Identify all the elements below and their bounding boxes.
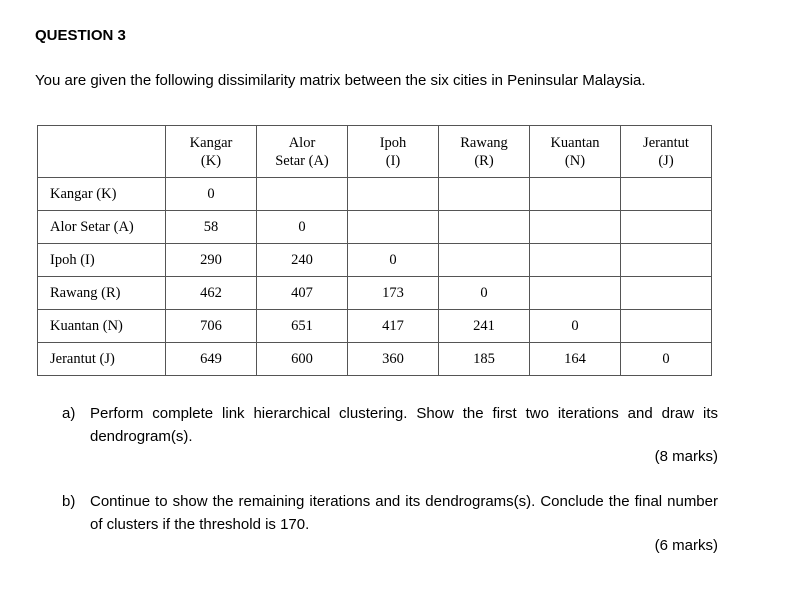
matrix-cell xyxy=(621,211,712,244)
matrix-cell xyxy=(439,244,530,277)
matrix-cell: 649 xyxy=(166,343,257,376)
matrix-corner-cell xyxy=(38,126,166,178)
matrix-cell: 651 xyxy=(257,310,348,343)
matrix-cell: 0 xyxy=(166,178,257,211)
matrix-row xyxy=(38,277,712,310)
matrix-cell xyxy=(348,178,439,211)
matrix-row xyxy=(38,343,712,376)
matrix-cell: 462 xyxy=(166,277,257,310)
matrix-cell xyxy=(530,277,621,310)
matrix-cell: 241 xyxy=(439,310,530,343)
matrix-cell: 0 xyxy=(530,310,621,343)
matrix-col-header: Kangar (K) xyxy=(166,126,257,178)
matrix-cell: 360 xyxy=(348,343,439,376)
matrix-cell: 600 xyxy=(257,343,348,376)
matrix-cell: 185 xyxy=(439,343,530,376)
question-intro: You are given the following dissimilarity matrix between the six cities in Peninsular Malaysia. xyxy=(35,72,646,89)
matrix-row xyxy=(38,178,712,211)
matrix-row-label: Jerantut (J) xyxy=(38,343,166,376)
matrix-cell xyxy=(257,178,348,211)
matrix-col-header: Alor Setar (A) xyxy=(257,126,348,178)
matrix-cell: 240 xyxy=(257,244,348,277)
matrix-cell xyxy=(621,277,712,310)
question-title: QUESTION 3 xyxy=(35,27,126,44)
matrix-cell xyxy=(439,211,530,244)
part-a-label: a) xyxy=(62,405,76,422)
part-b-text: Continue to show the remaining iterations and its dendrograms(s). Conclude the final number of clusters if the threshold is 170. xyxy=(90,493,718,533)
matrix-cell xyxy=(621,178,712,211)
matrix-cell: 0 xyxy=(348,244,439,277)
part-a xyxy=(62,402,718,448)
matrix-row-label: Kangar (K) xyxy=(38,178,166,211)
dissimilarity-matrix xyxy=(37,125,712,376)
matrix-cell: 0 xyxy=(439,277,530,310)
matrix-header-row xyxy=(38,126,712,178)
matrix-cell: 417 xyxy=(348,310,439,343)
part-a-marks: (8 marks) xyxy=(654,448,718,465)
matrix-cell xyxy=(530,178,621,211)
matrix-row-label: Alor Setar (A) xyxy=(38,211,166,244)
matrix-cell xyxy=(348,211,439,244)
matrix-cell: 706 xyxy=(166,310,257,343)
matrix-col-header: Rawang (R) xyxy=(439,126,530,178)
matrix-cell xyxy=(621,244,712,277)
matrix-row xyxy=(38,211,712,244)
matrix-cell: 173 xyxy=(348,277,439,310)
matrix-col-header: Jerantut (J) xyxy=(621,126,712,178)
part-b xyxy=(62,490,718,536)
matrix-col-header: Kuantan (N) xyxy=(530,126,621,178)
matrix-cell xyxy=(530,211,621,244)
matrix-cell: 0 xyxy=(257,211,348,244)
matrix-cell: 407 xyxy=(257,277,348,310)
matrix-row-label: Rawang (R) xyxy=(38,277,166,310)
matrix-cell: 164 xyxy=(530,343,621,376)
matrix-cell xyxy=(621,310,712,343)
matrix-cell: 290 xyxy=(166,244,257,277)
matrix-row xyxy=(38,310,712,343)
matrix-cell: 58 xyxy=(166,211,257,244)
part-b-marks: (6 marks) xyxy=(654,537,718,554)
matrix-cell xyxy=(530,244,621,277)
part-b-label: b) xyxy=(62,493,76,510)
matrix-row-label: Kuantan (N) xyxy=(38,310,166,343)
matrix-cell: 0 xyxy=(621,343,712,376)
matrix-col-header: Ipoh (I) xyxy=(348,126,439,178)
matrix-row-label: Ipoh (I) xyxy=(38,244,166,277)
part-a-text: Perform complete link hierarchical clustering. Show the first two iterations and draw its dendrogram(s). xyxy=(90,405,718,445)
matrix-cell xyxy=(439,178,530,211)
matrix-row xyxy=(38,244,712,277)
